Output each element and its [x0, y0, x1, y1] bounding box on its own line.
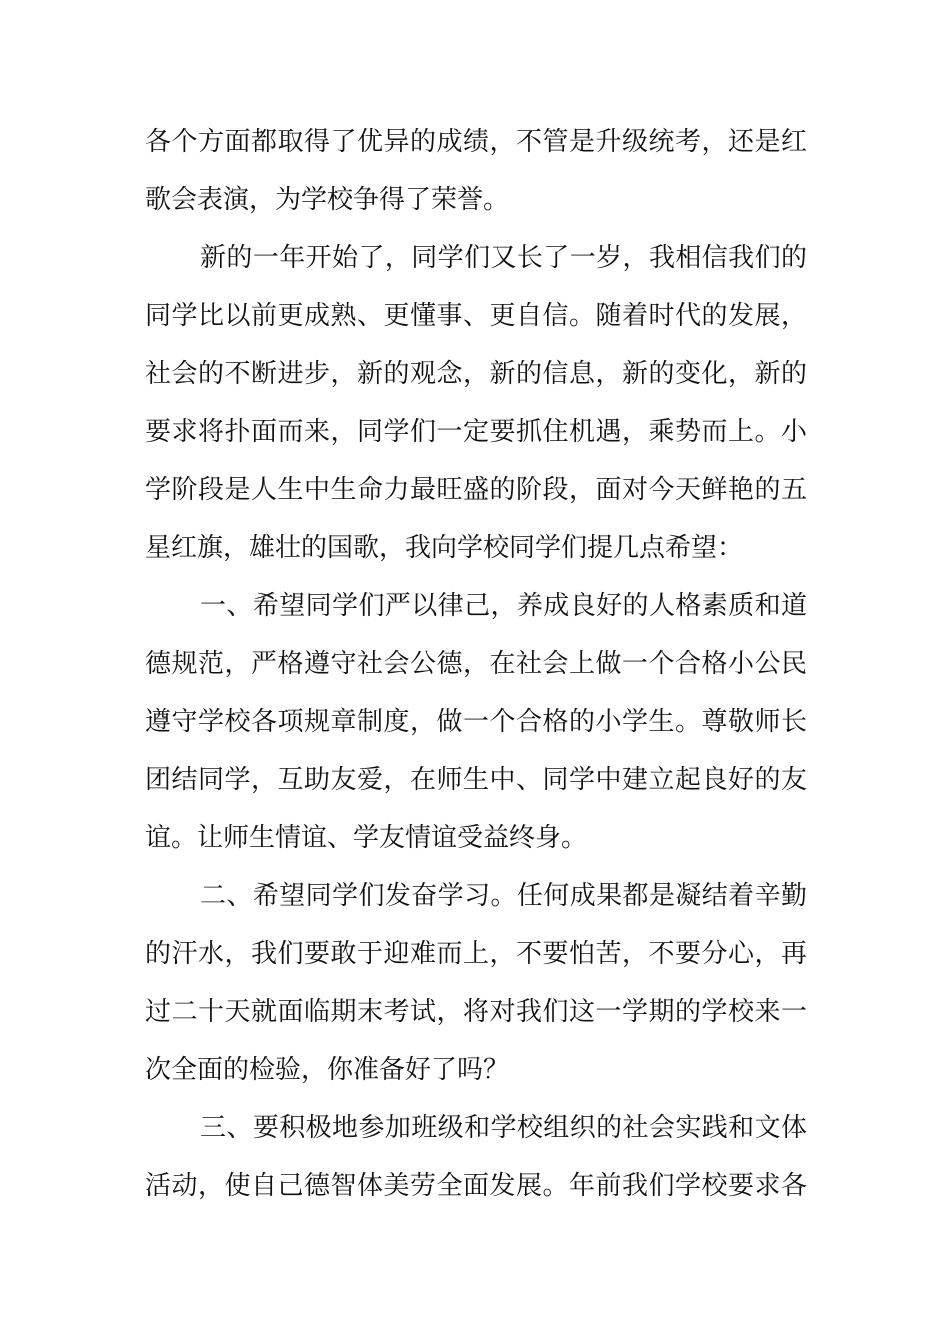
- text-line: 德规范，严格遵守社会公德，在社会上做一个合格小公民: [145, 649, 807, 679]
- text-line: 活动，使自己德智体美劳全面发展。年前我们学校要求各: [145, 1171, 807, 1201]
- text-line: 谊。让师生情谊、学友情谊受益终身。: [145, 823, 588, 853]
- paragraph: [145, 878, 807, 1110]
- text-line: 要求将扑面而来，同学们一定要抓住机遇，乘势而上。小: [145, 417, 807, 447]
- text-line: 次全面的检验，你准备好了吗？: [145, 1055, 510, 1085]
- text-line: 过二十天就面临期末考试，将对我们这一学期的学校来一: [145, 997, 807, 1027]
- paragraph: [145, 240, 807, 588]
- document-page: [145, 124, 807, 1226]
- text-line: 遵守学校各项规章制度，做一个合格的小学生。尊敬师长: [145, 707, 807, 737]
- text-line: 的汗水，我们要敢于迎难而上，不要怕苦，不要分心，再: [145, 939, 807, 969]
- text-line: 星红旗，雄壮的国歌，我向学校同学们提几点希望：: [145, 533, 744, 563]
- text-line: 社会的不断进步，新的观念，新的信息，新的变化，新的: [145, 359, 807, 389]
- paragraph: [145, 124, 807, 240]
- text-line: 三、要积极地参加班级和学校组织的社会实践和文体: [200, 1113, 807, 1143]
- paragraph: [145, 588, 807, 878]
- text-line: 学阶段是人生中生命力最旺盛的阶段，面对今天鲜艳的五: [145, 475, 807, 505]
- text-line: 一、希望同学们严以律己，养成良好的人格素质和道: [200, 591, 807, 621]
- paragraph: [145, 1110, 807, 1226]
- text-line: 二、希望同学们发奋学习。任何成果都是凝结着辛勤: [200, 881, 807, 911]
- text-line: 新的一年开始了，同学们又长了一岁，我相信我们的: [200, 243, 807, 273]
- text-line: 歌会表演，为学校争得了荣誉。: [145, 185, 510, 215]
- text-line: 团结同学，互助友爱，在师生中、同学中建立起良好的友: [145, 765, 807, 795]
- text-line: 各个方面都取得了优异的成绩，不管是升级统考，还是红: [145, 127, 807, 157]
- text-line: 同学比以前更成熟、更懂事、更自信。随着时代的发展，: [145, 301, 807, 331]
